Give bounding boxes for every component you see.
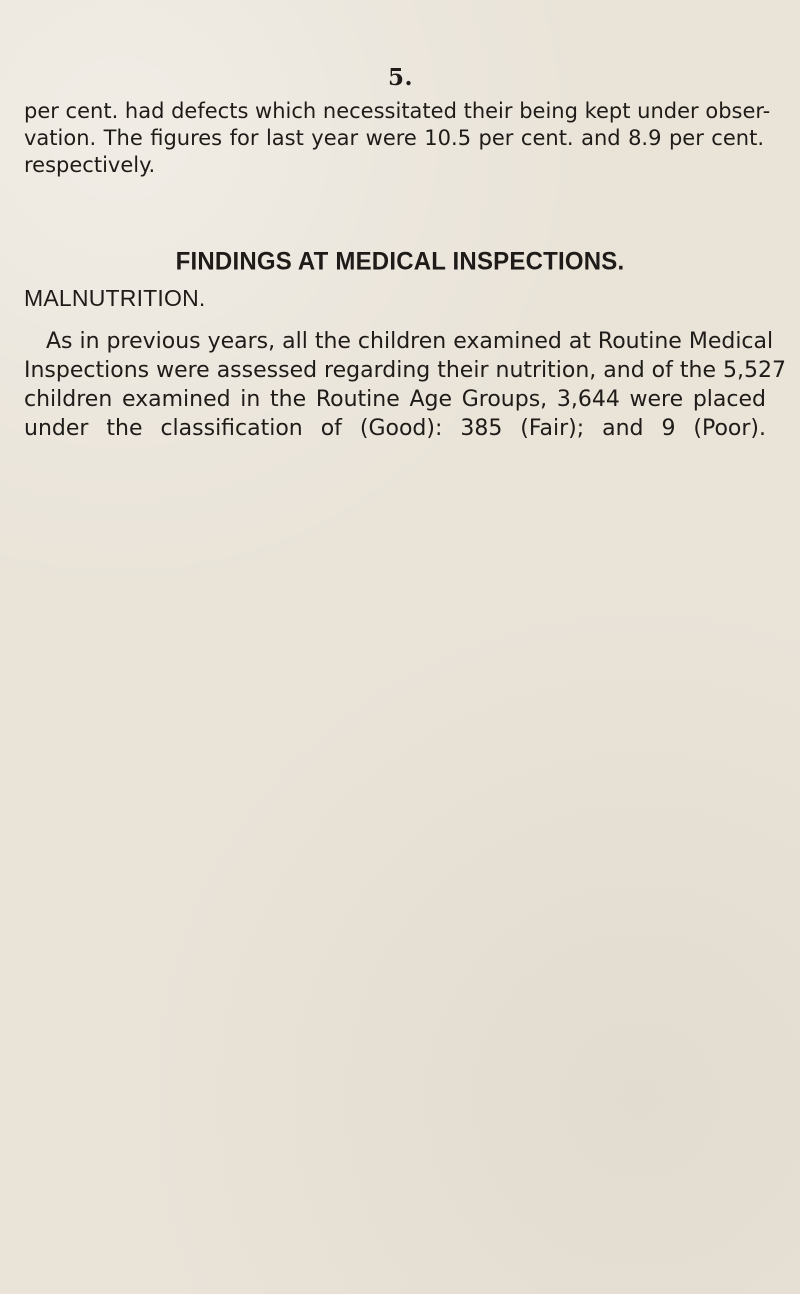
subsection-heading: MALNUTRITION. (24, 285, 206, 311)
paragraph-line: vation. The figures for last year were 10.5 per cent. and 8.9 per cent. (24, 126, 764, 150)
paragraph-line: children examined in the Routine Age Groups, 3,644 were placed (24, 387, 766, 412)
page-number: 5. (388, 64, 414, 91)
section-heading: FINDINGS AT MEDICAL INSPECTIONS. (175, 247, 625, 276)
paragraph-observation-figures (24, 98, 771, 179)
paragraph-malnutrition (24, 327, 786, 443)
paragraph-line: respectively. (24, 153, 156, 177)
paragraph-line: under the classification of (Good): 385 (Fair); and 9 (Poor). (24, 416, 766, 441)
paragraph-line: Inspections were assessed regarding their nutrition, and of the 5,527 (24, 358, 786, 383)
paragraph-line: per cent. had defects which necessitated their being kept under obser- (24, 99, 771, 123)
paragraph-line: As in previous years, all the children examined at Routine Medical (46, 329, 774, 354)
